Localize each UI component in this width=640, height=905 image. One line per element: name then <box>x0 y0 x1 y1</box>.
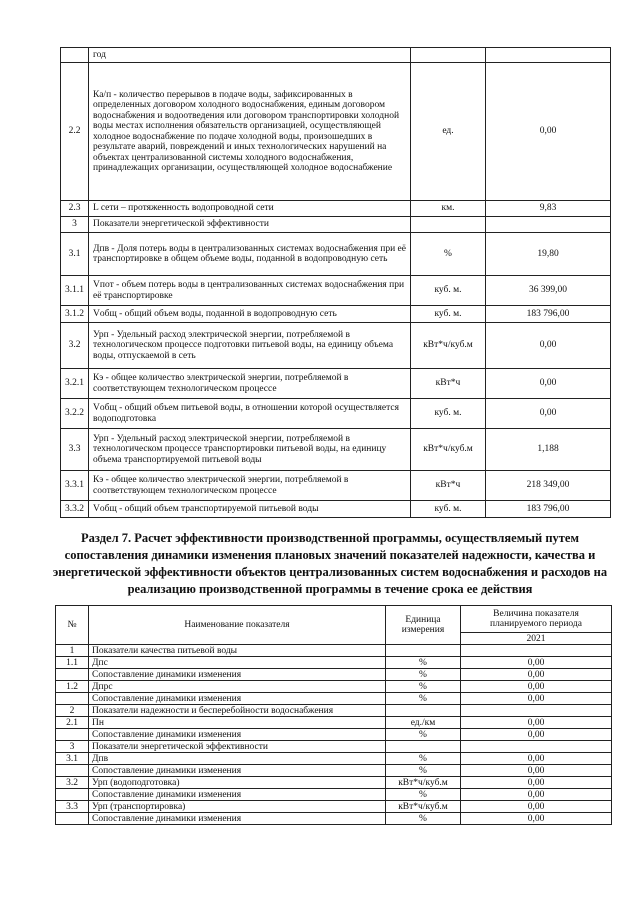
cell-unit: кВт*ч/куб.м <box>386 777 461 789</box>
cell-value: 0,00 <box>461 777 612 789</box>
cell-num: 3.3 <box>56 801 89 813</box>
cell-unit <box>386 705 461 717</box>
table-row <box>56 741 612 753</box>
cell-unit: куб. м. <box>411 306 486 323</box>
cell-name: Дпв - Доля потерь воды в централизованных системах водоснабжения при её транспортировке в общем объеме воды, поданной в водопроводную сеть <box>89 233 411 276</box>
table-row <box>56 681 612 693</box>
cell-name: Урп (транспортировка) <box>89 801 386 813</box>
cell-value <box>486 48 611 63</box>
cell-unit: кВт*ч <box>411 471 486 501</box>
cell-name: Урп - Удельный расход электрической энергии, потребляемой в технологическом процессе подготовки питьевой воды, на единицу объема воды, отпускаемой в сеть <box>89 323 411 369</box>
cell-name: Ка/п - количество перерывов в подаче воды, зафиксированных в определенных договором холодного водоснабжения, единым договором водоснабжения и водоотведения или договором транспортировки холодной воды местах исполнения обязательств организацией, осуществляющей холодное водоснабжение по подаче холодной воды, произошедших в результате аварий, повреждений и иных технологических нарушений на объектах централизованной системы холодного водоснабжения, принадлежащих организации, осуществляющей холодное водоснабжение <box>89 63 411 201</box>
cell-value: 218 349,00 <box>486 471 611 501</box>
cell-unit <box>411 48 486 63</box>
cell-value: 36 399,00 <box>486 276 611 306</box>
cell-num: 3.3.1 <box>61 471 89 501</box>
cell-value: 1,188 <box>486 429 611 471</box>
cell-value <box>461 741 612 753</box>
cell-value: 0,00 <box>486 399 611 429</box>
cell-num: 3.2 <box>56 777 89 789</box>
cell-value: 183 796,00 <box>486 501 611 518</box>
cell-value: 183 796,00 <box>486 306 611 323</box>
cell-unit: куб. м. <box>411 399 486 429</box>
cell-name: Сопоставление динамики изменения <box>89 693 386 705</box>
cell-unit: кВт*ч/куб.м <box>411 429 486 471</box>
cell-num <box>56 729 89 741</box>
cell-unit: кВт*ч <box>411 369 486 399</box>
cell-num <box>56 669 89 681</box>
header-unit: Единица измерения <box>386 606 461 645</box>
cell-value <box>461 645 612 657</box>
cell-name: Показатели энергетической эффективности <box>89 741 386 753</box>
cell-name: Дпрс <box>89 681 386 693</box>
cell-name: Дпс <box>89 657 386 669</box>
cell-value: 0,00 <box>461 693 612 705</box>
cell-unit: кВт*ч/куб.м <box>386 801 461 813</box>
table-row <box>56 705 612 717</box>
cell-value: 0,00 <box>486 63 611 201</box>
table-row <box>61 323 611 369</box>
cell-num: 3 <box>61 217 89 233</box>
cell-num: 1.2 <box>56 681 89 693</box>
cell-num: 3.1 <box>61 233 89 276</box>
cell-num: 3.2.2 <box>61 399 89 429</box>
table-row <box>61 399 611 429</box>
cell-unit: куб. м. <box>411 501 486 518</box>
cell-name: Vобщ - общий объем транспортируемой питьевой воды <box>89 501 411 518</box>
cell-name: Сопоставление динамики изменения <box>89 789 386 801</box>
table-row <box>61 63 611 201</box>
cell-name: Кэ - общее количество электрической энергии, потребляемой в соответствующем технологическом процессе <box>89 369 411 399</box>
cell-num: 2.1 <box>56 717 89 729</box>
cell-unit: % <box>386 813 461 825</box>
table-row <box>56 645 612 657</box>
cell-num: 3.1.2 <box>61 306 89 323</box>
table-row <box>56 765 612 777</box>
table-row <box>61 276 611 306</box>
table-row <box>61 501 611 518</box>
cell-name: Vпот - объем потерь воды в централизованных системах водоснабжения при её транспортировке <box>89 276 411 306</box>
cell-value: 0,00 <box>461 657 612 669</box>
cell-num: 3.3 <box>61 429 89 471</box>
cell-num <box>61 48 89 63</box>
cell-num: 3.2 <box>61 323 89 369</box>
cell-unit: куб. м. <box>411 276 486 306</box>
cell-unit: % <box>386 753 461 765</box>
cell-unit: % <box>386 669 461 681</box>
table-row <box>56 753 612 765</box>
cell-num: 2 <box>56 705 89 717</box>
cell-name: Дпв <box>89 753 386 765</box>
cell-value: 0,00 <box>461 789 612 801</box>
table-row <box>56 777 612 789</box>
cell-num <box>56 813 89 825</box>
cell-name: Кэ - общее количество электрической энергии, потребляемой в соответствующем технологическом процессе <box>89 471 411 501</box>
cell-num <box>56 765 89 777</box>
cell-name: Урп - Удельный расход электрической энергии, потребляемой в технологическом процессе транспортировки питьевой воды, на единицу объема транспортируемой питьевой воды <box>89 429 411 471</box>
cell-value: 19,80 <box>486 233 611 276</box>
header-row <box>56 606 612 633</box>
cell-unit: % <box>386 681 461 693</box>
cell-value: 0,00 <box>461 717 612 729</box>
cell-num: 1 <box>56 645 89 657</box>
table-row <box>61 369 611 399</box>
cell-value: 0,00 <box>461 753 612 765</box>
table-row <box>56 657 612 669</box>
cell-name: Сопоставление динамики изменения <box>89 729 386 741</box>
table-row <box>56 693 612 705</box>
header-year: 2021 <box>461 633 612 645</box>
section-7-heading: Раздел 7. Расчет эффективности производственной программы, осуществляемый путем сопоставления динамики изменения плановых значений показателей надежности, качества и энергетической эффективности объектов централизованных систем водоснабжения и расходов на реализацию производственной программы в течение срока ее действия <box>52 531 608 596</box>
cell-value: 9,83 <box>486 201 611 217</box>
cell-name: Показатели энергетической эффективности <box>89 217 411 233</box>
cell-num: 3.1.1 <box>61 276 89 306</box>
cell-value <box>486 217 611 233</box>
table-row <box>61 48 611 63</box>
cell-num <box>56 789 89 801</box>
cell-num: 1.1 <box>56 657 89 669</box>
table-row <box>56 717 612 729</box>
cell-value: 0,00 <box>486 369 611 399</box>
table-row <box>56 789 612 801</box>
cell-num: 2.3 <box>61 201 89 217</box>
table-row <box>61 217 611 233</box>
cell-unit: ед./км <box>386 717 461 729</box>
cell-name: Vобщ - общий объем воды, поданной в водопроводную сеть <box>89 306 411 323</box>
cell-unit: % <box>386 765 461 777</box>
cell-unit: ед. <box>411 63 486 201</box>
cell-value: 0,00 <box>461 813 612 825</box>
cell-name: Показатели качества питьевой воды <box>89 645 386 657</box>
cell-unit <box>386 645 461 657</box>
table-row <box>61 429 611 471</box>
cell-name: Сопоставление динамики изменения <box>89 669 386 681</box>
cell-name: Урп (водоподготовка) <box>89 777 386 789</box>
cell-num: 3 <box>56 741 89 753</box>
table-row <box>61 233 611 276</box>
indicators-table <box>60 47 611 518</box>
cell-unit: % <box>411 233 486 276</box>
cell-value: 0,00 <box>461 681 612 693</box>
table-row <box>56 729 612 741</box>
cell-num: 3.1 <box>56 753 89 765</box>
cell-value: 0,00 <box>461 765 612 777</box>
table-row <box>56 813 612 825</box>
cell-value: 0,00 <box>486 323 611 369</box>
cell-unit <box>411 217 486 233</box>
header-value: Величина показателя планируемого периода <box>461 606 612 633</box>
cell-name: Показатели надежности и бесперебойности водоснабжения <box>89 705 386 717</box>
header-name: Наименование показателя <box>89 606 386 645</box>
cell-name: Сопоставление динамики изменения <box>89 765 386 777</box>
cell-unit: кВт*ч/куб.м <box>411 323 486 369</box>
cell-value <box>461 705 612 717</box>
cell-value: 0,00 <box>461 669 612 681</box>
cell-num: 2.2 <box>61 63 89 201</box>
cell-unit: % <box>386 789 461 801</box>
cell-unit: % <box>386 729 461 741</box>
efficiency-table <box>55 605 612 825</box>
table-row <box>56 669 612 681</box>
table-row <box>56 801 612 813</box>
cell-name: L сети – протяженность водопроводной сети <box>89 201 411 217</box>
cell-num: 3.3.2 <box>61 501 89 518</box>
table-row <box>61 201 611 217</box>
cell-value: 0,00 <box>461 801 612 813</box>
cell-num <box>56 693 89 705</box>
cell-name: год <box>89 48 411 63</box>
cell-unit <box>386 741 461 753</box>
cell-unit: км. <box>411 201 486 217</box>
cell-value: 0,00 <box>461 729 612 741</box>
cell-name: Пн <box>89 717 386 729</box>
cell-name: Сопоставление динамики изменения <box>89 813 386 825</box>
header-num: № <box>56 606 89 645</box>
cell-unit: % <box>386 693 461 705</box>
cell-name: Vобщ - общий объем питьевой воды, в отношении которой осуществляется водоподготовка <box>89 399 411 429</box>
table-row <box>61 471 611 501</box>
cell-unit: % <box>386 657 461 669</box>
table-row <box>61 306 611 323</box>
cell-num: 3.2.1 <box>61 369 89 399</box>
